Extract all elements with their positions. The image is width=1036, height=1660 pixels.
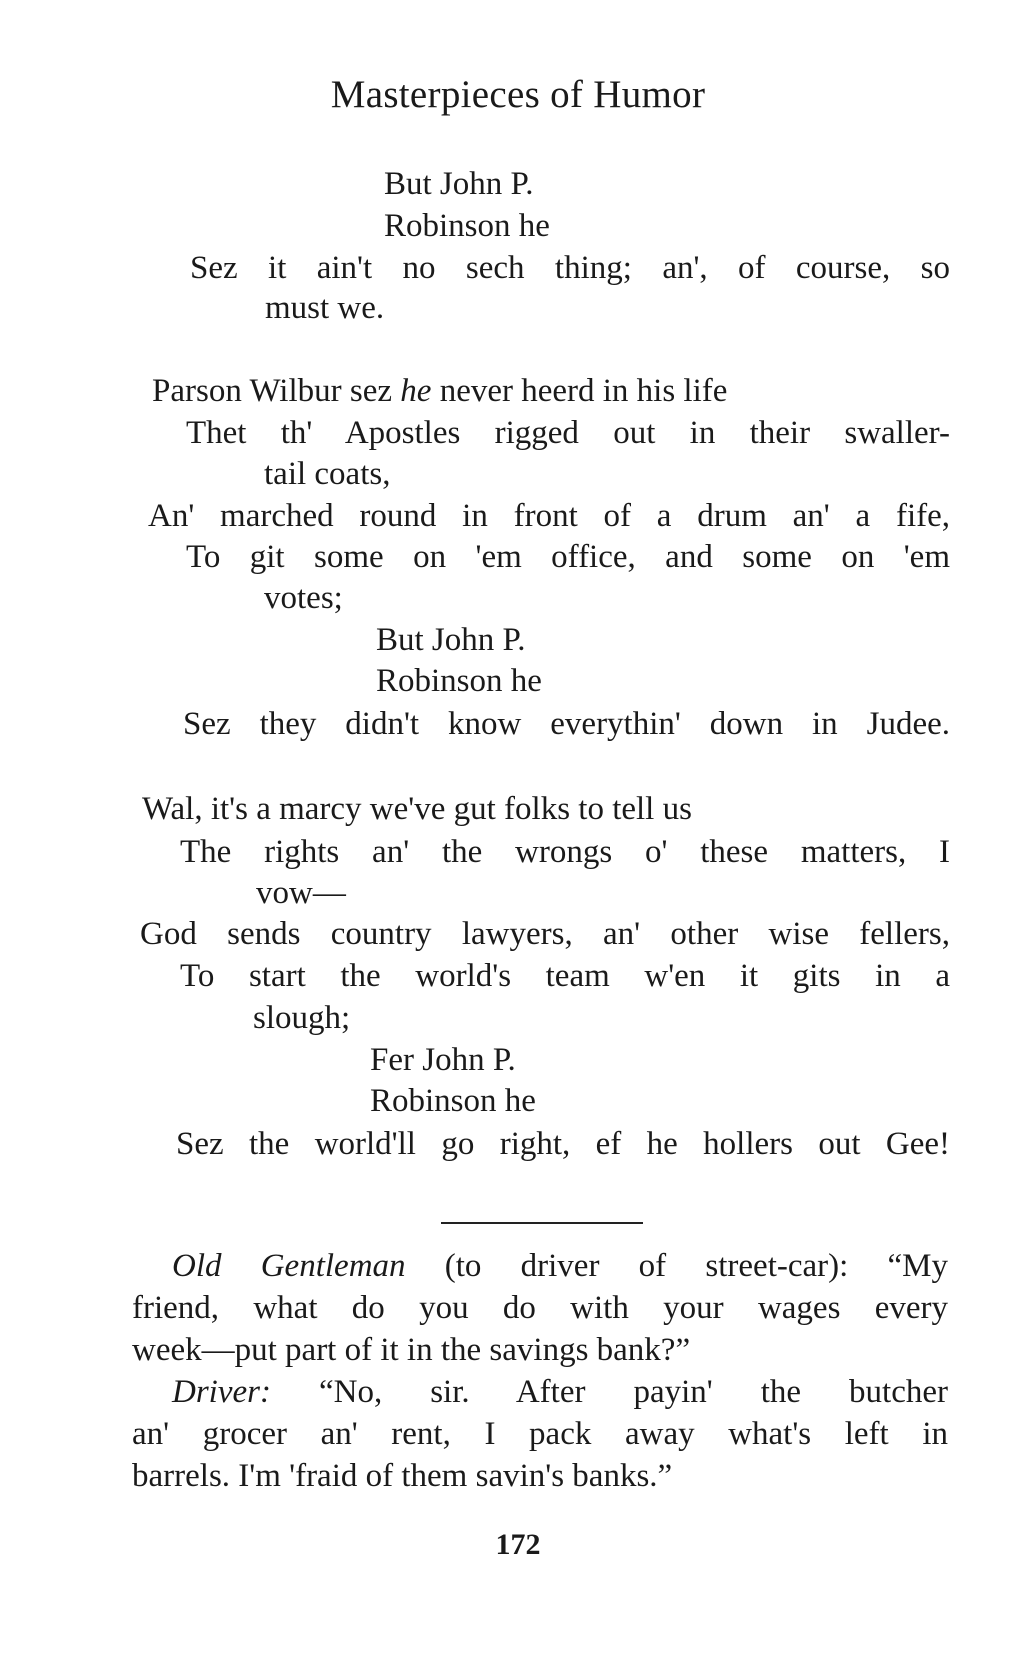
running-head: Masterpieces of Humor: [330, 73, 706, 116]
verse-line: An' marched round in front of a drum an' a fife,: [148, 498, 950, 534]
verse-line: To start the world's team w'en it gits in a: [180, 958, 950, 994]
verse-line: To git some on 'em office, and some on 'em: [186, 539, 950, 575]
page-number: 172: [495, 1528, 541, 1561]
prose-line: week—put part of it in the savings bank?”: [132, 1332, 691, 1368]
verse-line: Robinson he: [370, 1083, 536, 1119]
verse-line: votes;: [264, 580, 343, 616]
verse-line: Sez the world'll go right, ef he hollers out Gee!: [176, 1126, 950, 1162]
prose-line: an' grocer an' rent, I pack away what's left in: [132, 1416, 948, 1452]
verse-line: tail coats,: [264, 456, 391, 492]
verse-line: Sez it ain't no sech thing; an', of course, so: [190, 250, 950, 286]
verse-line: God sends country lawyers, an' other wise fellers,: [140, 916, 950, 952]
verse-line: The rights an' the wrongs o' these matters, I: [180, 834, 950, 870]
verse-line: Parson Wilbur sez he never heerd in his life: [152, 373, 728, 409]
verse-line: slough;: [253, 1000, 351, 1036]
verse-line: Thet th' Apostles rigged out in their swaller-: [186, 415, 950, 451]
verse-line: Wal, it's a marcy we've gut folks to tell us: [142, 791, 692, 827]
verse-line: Sez they didn't know everythin' down in Judee.: [183, 706, 950, 742]
verse-line: But John P.: [376, 622, 526, 658]
verse-line: must we.: [265, 290, 385, 326]
prose-line: Old Gentleman (to driver of street-car): “My: [172, 1248, 949, 1284]
verse-line: But John P.: [384, 166, 534, 202]
prose-line: barrels. I'm 'fraid of them savin's banks.”: [132, 1458, 673, 1494]
section-divider: [441, 1222, 643, 1224]
prose-line: friend, what do you do with your wages every: [132, 1290, 948, 1326]
verse-line: Fer John P.: [370, 1042, 516, 1078]
verse-line: vow—: [256, 875, 346, 911]
prose-line: Driver: “No, sir. After payin' the butcher: [172, 1374, 949, 1410]
verse-line: Robinson he: [384, 208, 550, 244]
verse-line: Robinson he: [376, 663, 542, 699]
